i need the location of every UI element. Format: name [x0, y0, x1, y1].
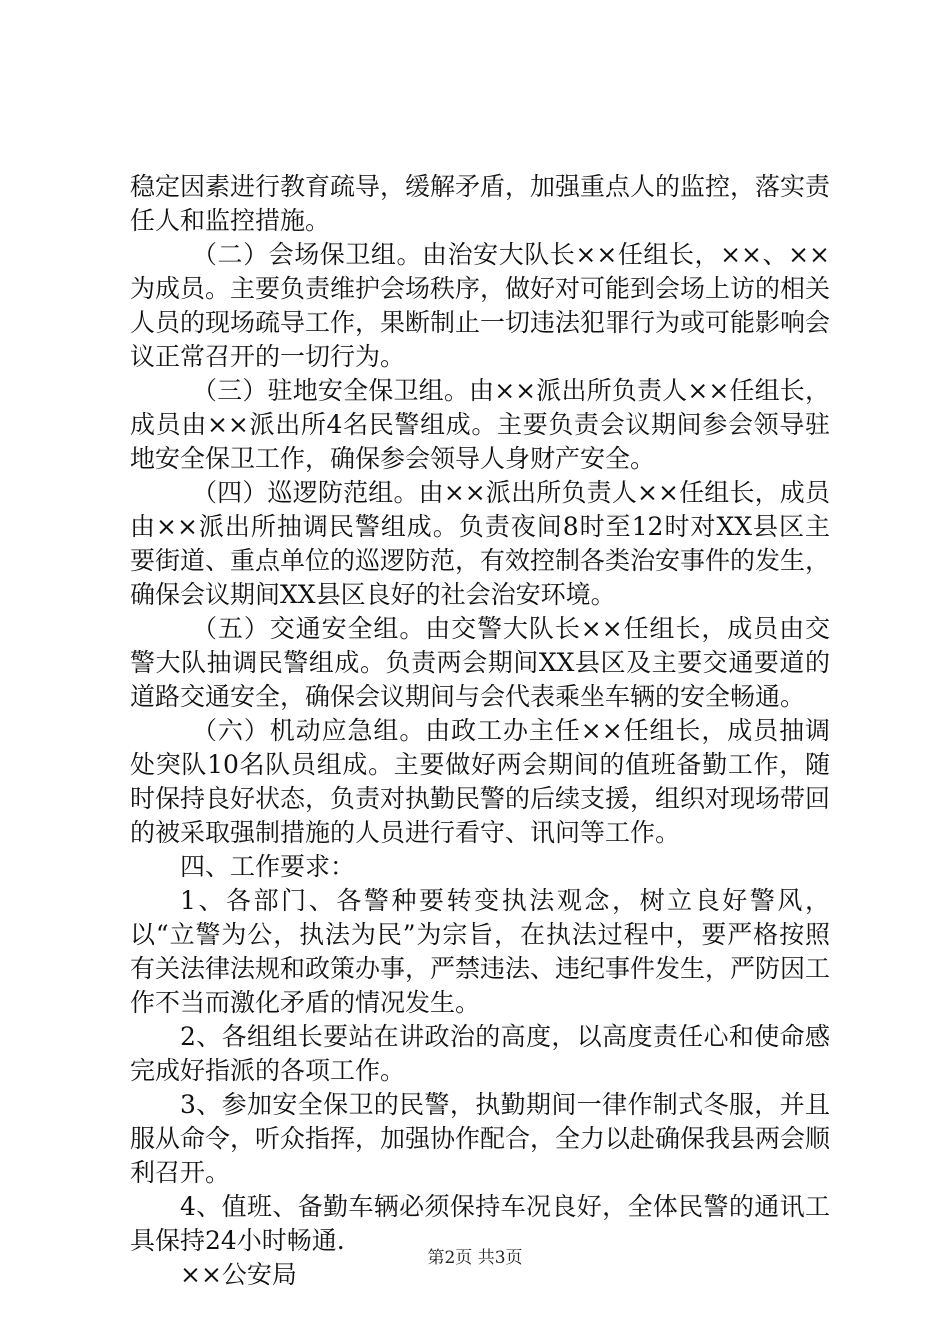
paragraph-traffic-group: （五）交通安全组。由交警大队长××任组长，成员由交警大队抽调民警组成。负责两会期间XX县区及主要交通要道的道路交通安全，确保会议期间与会代表乘坐车辆的安全畅通。 [130, 614, 830, 711]
paragraph-patrol-group: （四）巡逻防范组。由××派出所负责人××任组长，成员由××派出所抽调民警组成。负责夜间8时至12时对XX县区主要街道、重点单位的巡逻防范，有效控制各类治安事件的发生，确保会议期间XX县区良好的社会治安环境。 [130, 478, 831, 609]
paragraph-residence-security-group: （三）驻地安全保卫组。由××派出所负责人××任组长，成员由××派出所4名民警组成。主要负责会议期间参会领导驻地安全保卫工作，确保参会领导人身财产安全。 [130, 376, 830, 473]
requirement-item-3: 3、参加安全保卫的民警，执勤期间一律作制式冬服，并且服从命令，听众指挥，加强协作配合，全力以赴确保我县两会顺利召开。 [130, 1090, 831, 1187]
signature-organization: ××公安局 [180, 1260, 297, 1289]
paragraph-emergency-group: （六）机动应急组。由政工办主任××任组长，成员抽调处突队10名队员组成。主要做好两会期间的值班备勤工作，随时保持良好状态，负责对执勤民警的后续支援，组织对现场带回的被采取强制措施的人员进行看守、讯问等工作。 [130, 716, 831, 847]
requirement-item-2: 2、各组组长要站在讲政治的高度，以高度责任心和使命感完成好指派的各项工作。 [130, 1022, 830, 1085]
section-heading-work-requirements: 四、工作要求： [180, 852, 356, 881]
requirement-item-1: 1、各部门、各警种要转变执法观念，树立良好警风，以“立警为公，执法为民”为宗旨，在执法过程中，要严格按照有关法律法规和政策办事，严禁违法、违纪事件发生，严防因工作不当而激化矛盾的情况发生。 [130, 886, 831, 1017]
page-number-footer: 第2页 共3页 [427, 1248, 523, 1268]
document-body [130, 170, 830, 1292]
paragraph-venue-security-group: （二）会场保卫组。由治安大队长××任组长，××、××为成员。主要负责维护会场秩序，做好对可能到会场上访的相关人员的现场疏导工作，果断制止一切违法犯罪行为或可能影响会议正常召开的一切行为。 [130, 240, 831, 371]
paragraph-continuation: 稳定因素进行教育疏导，缓解矛盾，加强重点人的监控，落实责任人和监控措施。 [130, 172, 831, 235]
requirement-item-4: 4、值班、备勤车辆必须保持车况良好，全体民警的通讯工具保持24小时畅通. [130, 1192, 830, 1255]
